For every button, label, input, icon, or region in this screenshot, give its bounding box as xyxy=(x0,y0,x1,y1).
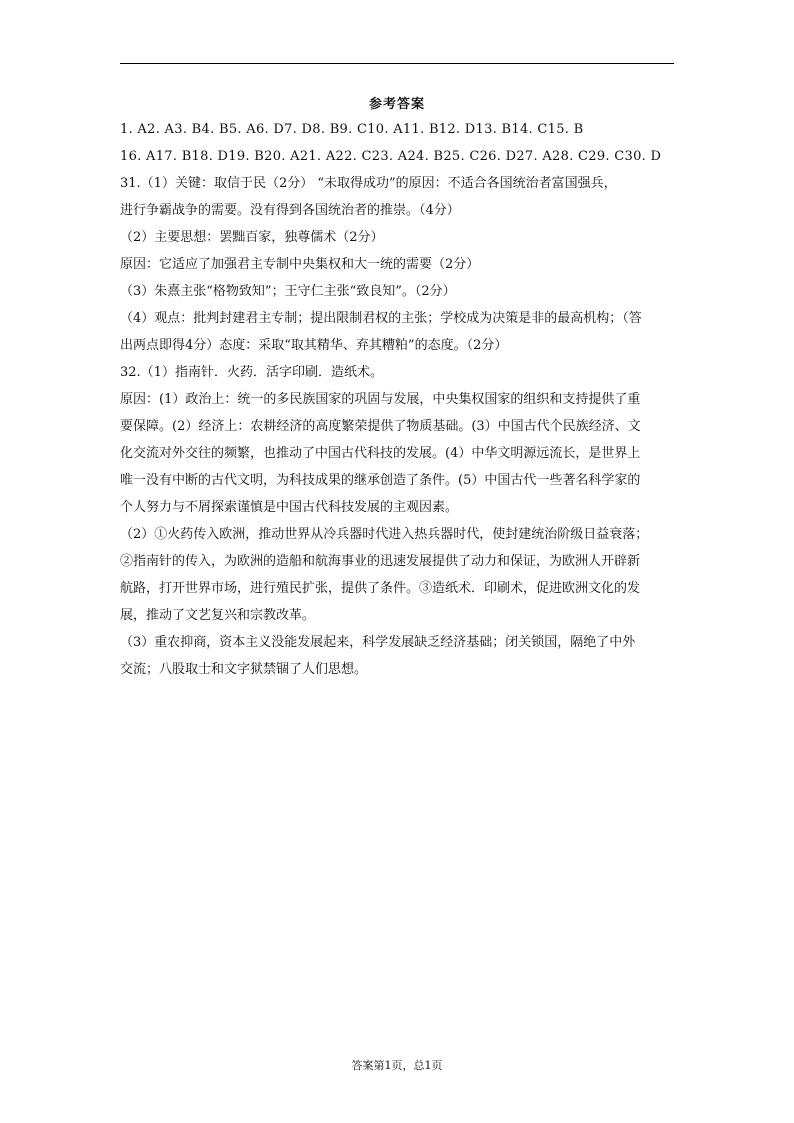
q31-line-5: （3）朱熹主张“格物致知”；王守仁主张“致良知”。（2分） xyxy=(120,284,456,299)
q32-line-3: 要保障。(2）经济上：农耕经济的高度繁荣提供了物质基础。(3）中国古代个民族经济、文 xyxy=(120,419,641,434)
q32-line-12: 交流；八股取士和文字狱禁锢了人们思想。 xyxy=(120,662,368,677)
q32-line-7: （2）①火药传入欧洲，推动世界从冷兵器时代进入热兵器时代，使封建统治阶级日益衰落； xyxy=(120,527,649,542)
q31-line-2: 进行争霸战争的需要。没有得到各国统治者的推崇。（4分） xyxy=(120,203,460,218)
q32-line-1: 32.（1）指南针．火药．活字印刷．造纸术。 xyxy=(120,365,383,380)
q32-line-4: 化交流对外交往的频繁，也推动了中国古代科技的发展。(4）中华文明源远流长，是世界上 xyxy=(120,446,641,461)
q32-line-2: 原因：(1）政治上：统一的多民族国家的巩固与发展，中央集权国家的组织和支持提供了重 xyxy=(120,392,641,407)
q32-line-9: 航路，打开世界市场，进行殖民扩张，提供了条件。③造纸术．印刷术，促进欧洲文化的发 xyxy=(120,581,641,596)
mc-answers-line-1: 1. A2. A3. B4. B5. A6. D7. D8. B9. C10. A11. B12. D13. B14. C15. B xyxy=(120,122,584,137)
q32-line-11: （3）重农抑商，资本主义没能发展起来，科学发展缺乏经济基础；闭关锁国，隔绝了中外 xyxy=(120,635,636,650)
q31-line-3: （2）主要思想：罢黜百家，独尊儒术（2分） xyxy=(120,230,384,245)
answer-body xyxy=(120,116,676,683)
q31-line-6: （4）观点：批判封建君主专制；提出限制君权的主张；学校成为决策是非的最高机构；（答 xyxy=(120,311,642,326)
q31-line-7: 出两点即得4分）态度：采取“取其精华、弃其糟粕”的态度。（2分） xyxy=(120,338,508,353)
header-rule xyxy=(120,63,674,64)
page-footer: 答案第1页，总1页 xyxy=(351,1059,443,1072)
q31-line-1: 31.（1）关键：取信于民（2分） “未取得成功”的原因：不适合各国统治者富国强兵， xyxy=(120,176,617,191)
q31-line-4: 原因：它适应了加强君主专制中央集权和大一统的需要（2分） xyxy=(120,257,480,272)
q32-line-5: 唯一没有中断的古代文明，为科技成果的继承创造了条件。(5）中国古代一些著名科学家的 xyxy=(120,473,641,488)
q32-line-10: 展，推动了文艺复兴和宗教改革。 xyxy=(120,608,316,623)
q32-line-6: 个人努力与不屑探索谨慎是中国古代科技发展的主观因素。 xyxy=(120,500,459,515)
mc-answers-line-2: 16. A17. B18. D19. B20. A21. A22. C23. A24. B25. C26. D27. A28. C29. C30. D xyxy=(120,149,662,164)
q32-line-8: ②指南针的传入，为欧洲的造船和航海事业的迅速发展提供了动力和保证，为欧洲人开辟新 xyxy=(120,554,641,569)
page-title: 参考答案 xyxy=(368,97,425,112)
